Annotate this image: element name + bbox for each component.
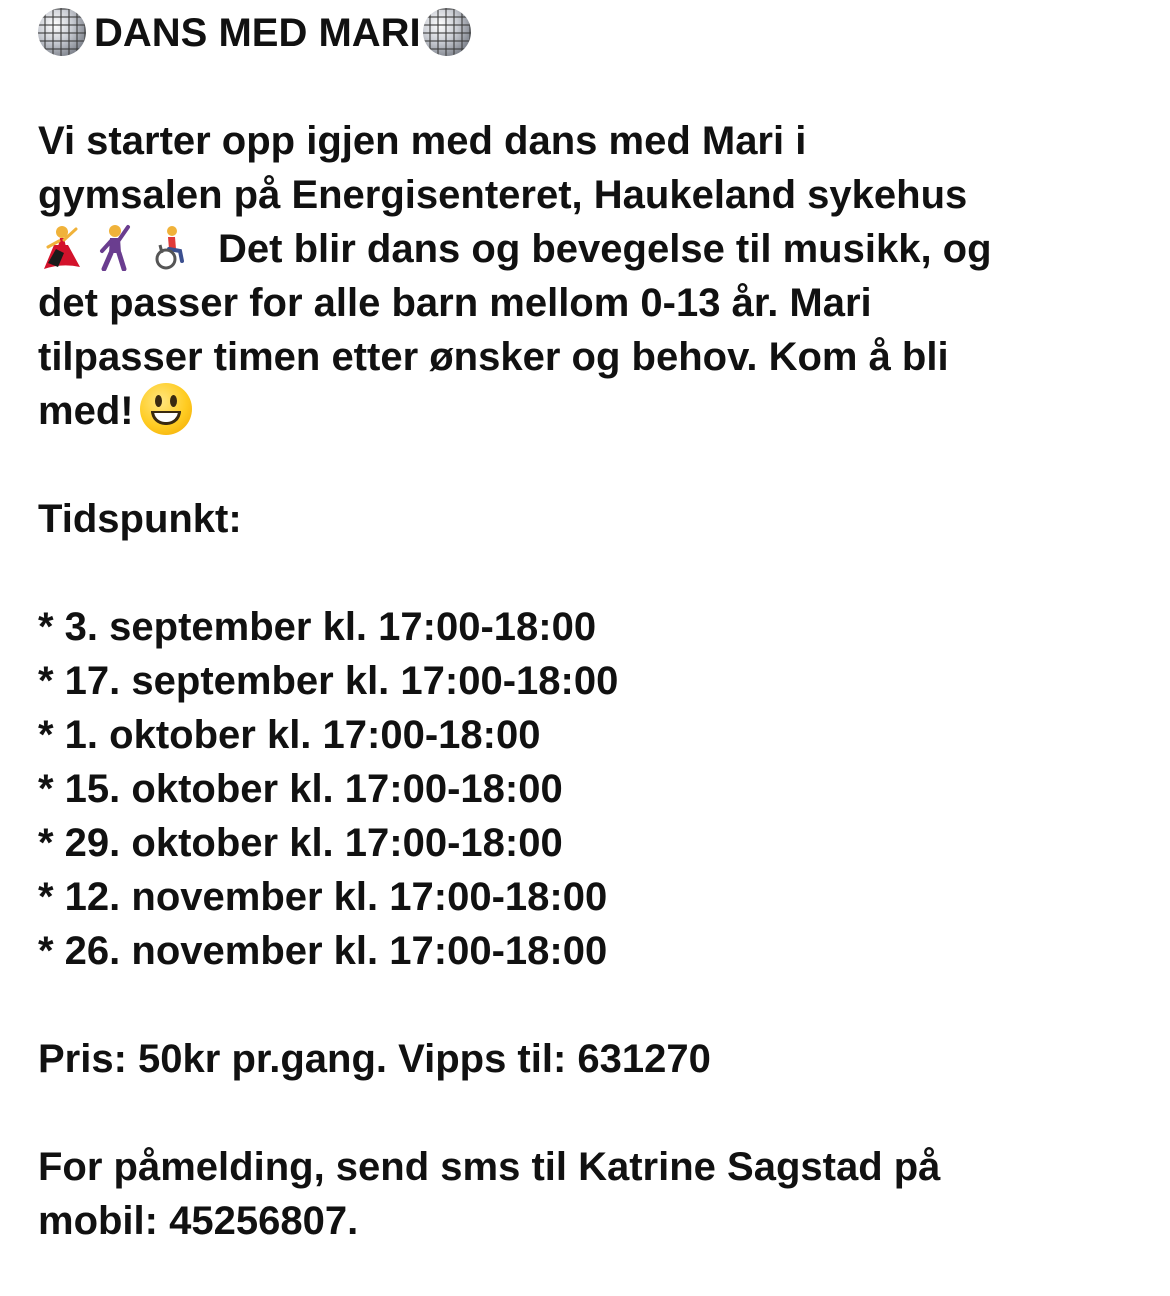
post-title: DANS MED MARI [94, 11, 421, 55]
schedule-item: * 29. oktober kl. 17:00-18:00 [38, 821, 563, 865]
intro-line: Vi starter opp igjen med dans med Mari i [38, 119, 807, 163]
disco-ball-icon [38, 8, 86, 56]
person-in-wheelchair-icon [146, 223, 192, 271]
post-title-line [38, 6, 1148, 60]
post-body [38, 6, 1148, 1248]
smiley-icon [140, 383, 192, 435]
price-info: Pris: 50kr pr.gang. Vipps til: 631270 [38, 1037, 711, 1081]
signup-info: For påmelding, send sms til Katrine Sagstad på [38, 1145, 941, 1189]
man-dancing-icon [92, 223, 138, 271]
intro-text: Det blir dans og bevegelse til musikk, og [218, 227, 992, 271]
schedule-item: * 17. september kl. 17:00-18:00 [38, 659, 619, 703]
schedule-item: * 15. oktober kl. 17:00-18:00 [38, 767, 563, 811]
intro-line: tilpasser timen etter ønsker og behov. Kom å bli [38, 335, 949, 379]
schedule-item: * 26. november kl. 17:00-18:00 [38, 929, 608, 973]
intro-line: gymsalen på Energisenteret, Haukeland sykehus [38, 173, 968, 217]
schedule-heading: Tidspunkt: [38, 497, 242, 541]
spacer [38, 546, 1148, 600]
intro-line-closing [38, 384, 1148, 438]
spacer [38, 978, 1148, 1032]
spacer [38, 438, 1148, 492]
disco-ball-icon [423, 8, 471, 56]
schedule-item: * 12. november kl. 17:00-18:00 [38, 875, 608, 919]
schedule-item: * 3. september kl. 17:00-18:00 [38, 605, 597, 649]
woman-dancing-icon [38, 223, 84, 271]
signup-info: mobil: 45256807. [38, 1199, 359, 1243]
spacer [38, 60, 1148, 114]
intro-line: det passer for alle barn mellom 0-13 år. Mari [38, 281, 872, 325]
intro-text: med! [38, 389, 134, 433]
intro-line-with-emojis [38, 222, 1148, 276]
spacer [38, 1086, 1148, 1140]
schedule-item: * 1. oktober kl. 17:00-18:00 [38, 713, 541, 757]
